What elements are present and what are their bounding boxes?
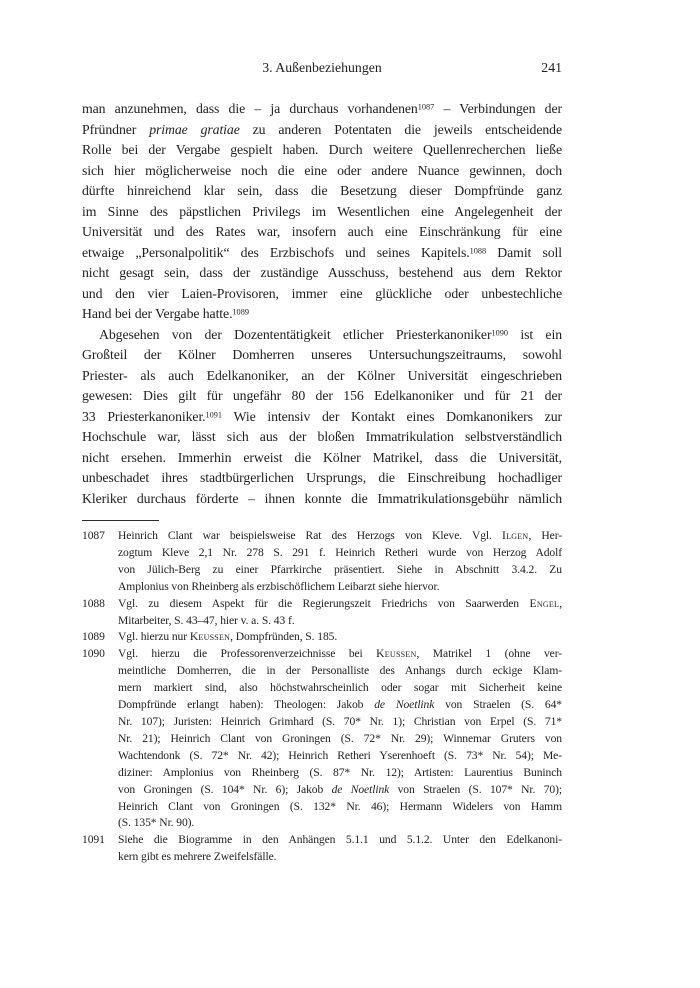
text-line: und den vier Laien-Provisoren, immer eine glückliche oder unbestechliche bbox=[82, 285, 562, 301]
text-line: unbeschadet ihres stadtbürgerlichen Ursprungs, die Einschreibung hochadliger bbox=[82, 470, 562, 485]
footnote bbox=[82, 528, 562, 596]
text-line: Vgl. hierzu die Professorenverzeichnisse bei Keussen, Matrikel 1 (ohne ver- bbox=[118, 647, 562, 661]
footnote bbox=[82, 646, 562, 832]
text-line: nicht gesagt sein, dass der zuständige Ausschuss, bestehend aus dem Rektor bbox=[82, 265, 562, 280]
text-line: dürfte hinreichend klar sein, dass die Besetzung dieser Dompfründe ganz bbox=[82, 183, 562, 198]
text-line: mern markiert sind, also höchstwahrscheinlich oder sogar mit Sicherheit keine bbox=[118, 681, 562, 695]
text-line: (S. 135* Nr. 90). bbox=[118, 816, 195, 830]
text-line: Priester- als auch Edelkanoniker, an der Kölner Universität eingeschrieben bbox=[82, 367, 562, 383]
footnote bbox=[82, 596, 562, 630]
text-line: Wachtendonk (S. 72* Nr. 42); Heinrich Retheri Yserenhoeft (S. 73* Nr. 54); Me- bbox=[118, 748, 562, 762]
text-line: Amplonius von Rheinberg als erzbischöflichem Leibarzt siehe hiervor. bbox=[118, 579, 440, 593]
text-line: von Jülich-Berg zu einer Pfarrkirche präsentiert. Siehe in Abschnitt 3.4.2. Zu bbox=[118, 562, 562, 576]
text-line: gewesen: Dies gilt für ungefähr 80 der 156 Edelkanoniker und für 21 der bbox=[82, 388, 562, 403]
text-line: Universität und des Rates war, insofern auch eine Einschränkung für eine bbox=[82, 224, 562, 239]
footnote-number: 1088 bbox=[82, 596, 105, 610]
text-line: Nr. 21); Heinrich Clant von Groningen (S. 72* Nr. 29); Winnemar Gruters von bbox=[118, 731, 562, 745]
text-line: Hand bei der Vergabe hatte.$^{1089}$ bbox=[82, 306, 249, 321]
footnote-separator bbox=[82, 520, 159, 521]
text-line: Vgl. zu diesem Aspekt für die Regierungszeit Friedrichs von Saarwerden Engel, bbox=[118, 596, 562, 610]
paragraph bbox=[82, 99, 562, 325]
text-line: nicht ersehen. Immerhin erweist die Kölner Matrikel, dass die Universität, bbox=[82, 449, 562, 465]
footnote-number: 1091 bbox=[82, 833, 105, 847]
footnote bbox=[82, 832, 562, 866]
text-line: 33 Priesterkanoniker.$^{1091}$ Wie intensiv der Kontakt eines Domkanonikers zur bbox=[82, 408, 562, 424]
text-line: von Groningen (S. 104* Nr. 6); Jakob de Noetlink von Straelen (S. 107* Nr. 70); bbox=[118, 782, 562, 796]
text-line: im Sinne des päpstlichen Privilegs im Wesentlichen eine Angelegenheit der bbox=[82, 203, 562, 219]
text-line: Vgl. hierzu nur Keussen, Dompfründen, S. 185. bbox=[118, 630, 338, 644]
text-line: Kleriker durchaus förderte – ihnen konnte die Immatrikulationsgebühr nämlich bbox=[82, 490, 562, 506]
text-line: diziner: Amplonius von Rheinberg (S. 87* Nr. 12); Artisten: Laurentius Buninch bbox=[118, 765, 562, 779]
text-line: meintliche Domherren, die in der Personalliste des Anhangs durch eckige Klam- bbox=[118, 664, 562, 678]
text-line: zogtum Kleve 2,1 Nr. 278 S. 291 f. Heinrich Retheri wurde von Herzog Adolf bbox=[118, 545, 562, 559]
paragraph bbox=[82, 325, 562, 510]
text-line: kern gibt es mehrere Zweifelsfälle. bbox=[118, 850, 277, 864]
page-number: 241 bbox=[541, 60, 562, 75]
running-head bbox=[82, 60, 562, 78]
footnote-list bbox=[82, 528, 562, 866]
text-line: Siehe die Biogramme in den Anhängen 5.1.1 und 5.1.2. Unter den Edelkanoni- bbox=[118, 833, 562, 847]
text-line: Nr. 107); Juristen: Heinrich Grimhard (S. 70* Nr. 1); Christian von Erpel (S. 71* bbox=[118, 714, 562, 728]
text-line: Pfründner primae gratiae zu anderen Potentaten die jeweils entscheidende bbox=[82, 121, 563, 137]
text-line: Rolle bei der Vergabe gespielt haben. Durch weitere Quellenrecherchen ließe bbox=[82, 142, 562, 157]
text-line: etwaige „Personalpolitik“ des Erzbischofs und seines Kapitels.$^{1088}$ Damit soll bbox=[82, 244, 562, 260]
section-title: 3. Außenbeziehungen bbox=[262, 60, 382, 75]
footnote-number: 1090 bbox=[82, 647, 105, 661]
footnote-number: 1087 bbox=[82, 529, 105, 542]
footnote bbox=[82, 629, 562, 646]
text-line: Großteil der Kölner Domherren unseres Untersuchungszeitraums, sowohl bbox=[82, 347, 562, 362]
text-line: Mitarbeiter, S. 43–47, hier v. a. S. 43 f. bbox=[118, 613, 295, 627]
body-paragraphs bbox=[82, 99, 562, 509]
text-line: Abgesehen von der Dozententätigkeit etlicher Priesterkanoniker$^{1090}$ ist ein bbox=[99, 326, 562, 342]
text-line: Heinrich Clant von Groningen (S. 132* Nr. 46); Hermann Widelers von Hamm bbox=[118, 799, 562, 813]
text-line: man anzunehmen, dass die – ja durchaus vorhandenen$^{1087}$ – Verbindungen der bbox=[82, 101, 562, 116]
text-column bbox=[82, 60, 562, 866]
text-line: Dompfründe erlangt haben): Theologen: Jakob de Noetlink von Straelen (S. 64* bbox=[118, 698, 563, 712]
text-line: Heinrich Clant war beispielsweise Rat des Herzogs von Kleve. Vgl. Ilgen, Her- bbox=[118, 529, 562, 542]
text-line: sich hier möglicherweise noch die eine oder andere Nuance gewinnen, doch bbox=[82, 162, 562, 178]
text-line: Hochschule war, lässt sich aus der bloßen Immatrikulation selbstverständlich bbox=[82, 429, 562, 444]
footnote-number: 1089 bbox=[82, 630, 105, 644]
